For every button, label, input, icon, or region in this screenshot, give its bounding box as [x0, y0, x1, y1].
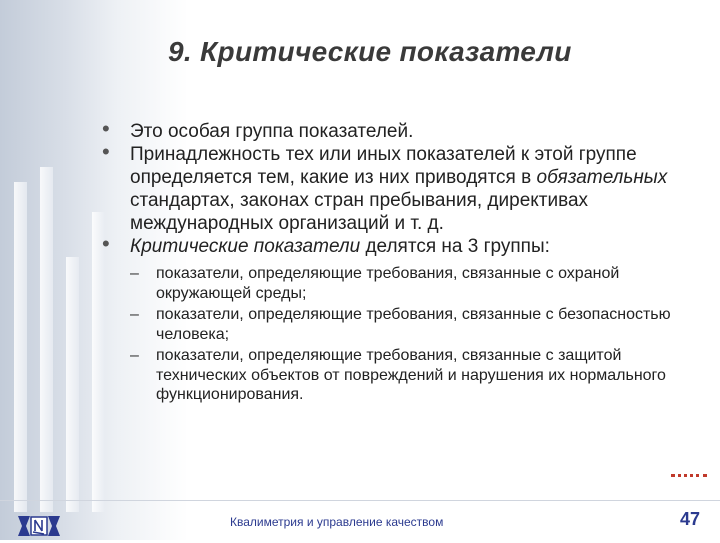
- bullet-text: делятся на 3 группы:: [360, 236, 550, 257]
- bullet-text-italic: обязательных: [536, 167, 668, 188]
- bullet-text: Принадлежность тех или иных показателей к этой группе определяется тем, какие из них приводятся в: [130, 144, 637, 188]
- bullet-item: [100, 116, 710, 143]
- page-number: 47: [680, 509, 701, 529]
- sub-bullet-text: показатели, определяющие требования, связанные с безопасностью человека;: [156, 306, 671, 343]
- sub-bullet-text: показатели, определяющие требования, связанные с защитой технических объектов от повреждений и нарушения их нормального функционирования.: [156, 347, 666, 403]
- bullet-text-italic: Критические показатели: [130, 236, 361, 257]
- slide-title: 9. Критические показатели: [168, 36, 572, 67]
- bullet-item: [100, 139, 710, 235]
- slide-content: [100, 116, 710, 405]
- bullet-icon: •: [102, 139, 110, 164]
- decor-bar: [14, 182, 27, 512]
- footer-course-title: Квалиметрия и управление качеством: [230, 515, 444, 529]
- bullet-text: стандартах, законах стран пребывания, директивах международных организаций и т. д.: [130, 190, 589, 234]
- university-emblem-icon: [16, 514, 62, 538]
- decor-bar: [66, 257, 79, 512]
- continue-dots-icon[interactable]: [671, 470, 707, 477]
- bullet-item: [100, 231, 710, 258]
- bullet-text: Это особая группа показателей.: [130, 121, 414, 142]
- sub-bullet-item: [100, 305, 710, 344]
- sub-bullet-item: [100, 264, 710, 303]
- dash-icon: –: [130, 347, 139, 364]
- dash-icon: –: [130, 265, 139, 282]
- footer-divider: [0, 500, 720, 501]
- dash-icon: –: [130, 306, 139, 323]
- bullet-icon: •: [102, 116, 110, 141]
- sub-bullet-text: показатели, определяющие требования, связанные с охраной окружающей среды;: [156, 265, 620, 302]
- bullet-icon: •: [102, 231, 110, 256]
- decor-bar: [40, 167, 53, 512]
- sub-bullet-item: [100, 346, 710, 405]
